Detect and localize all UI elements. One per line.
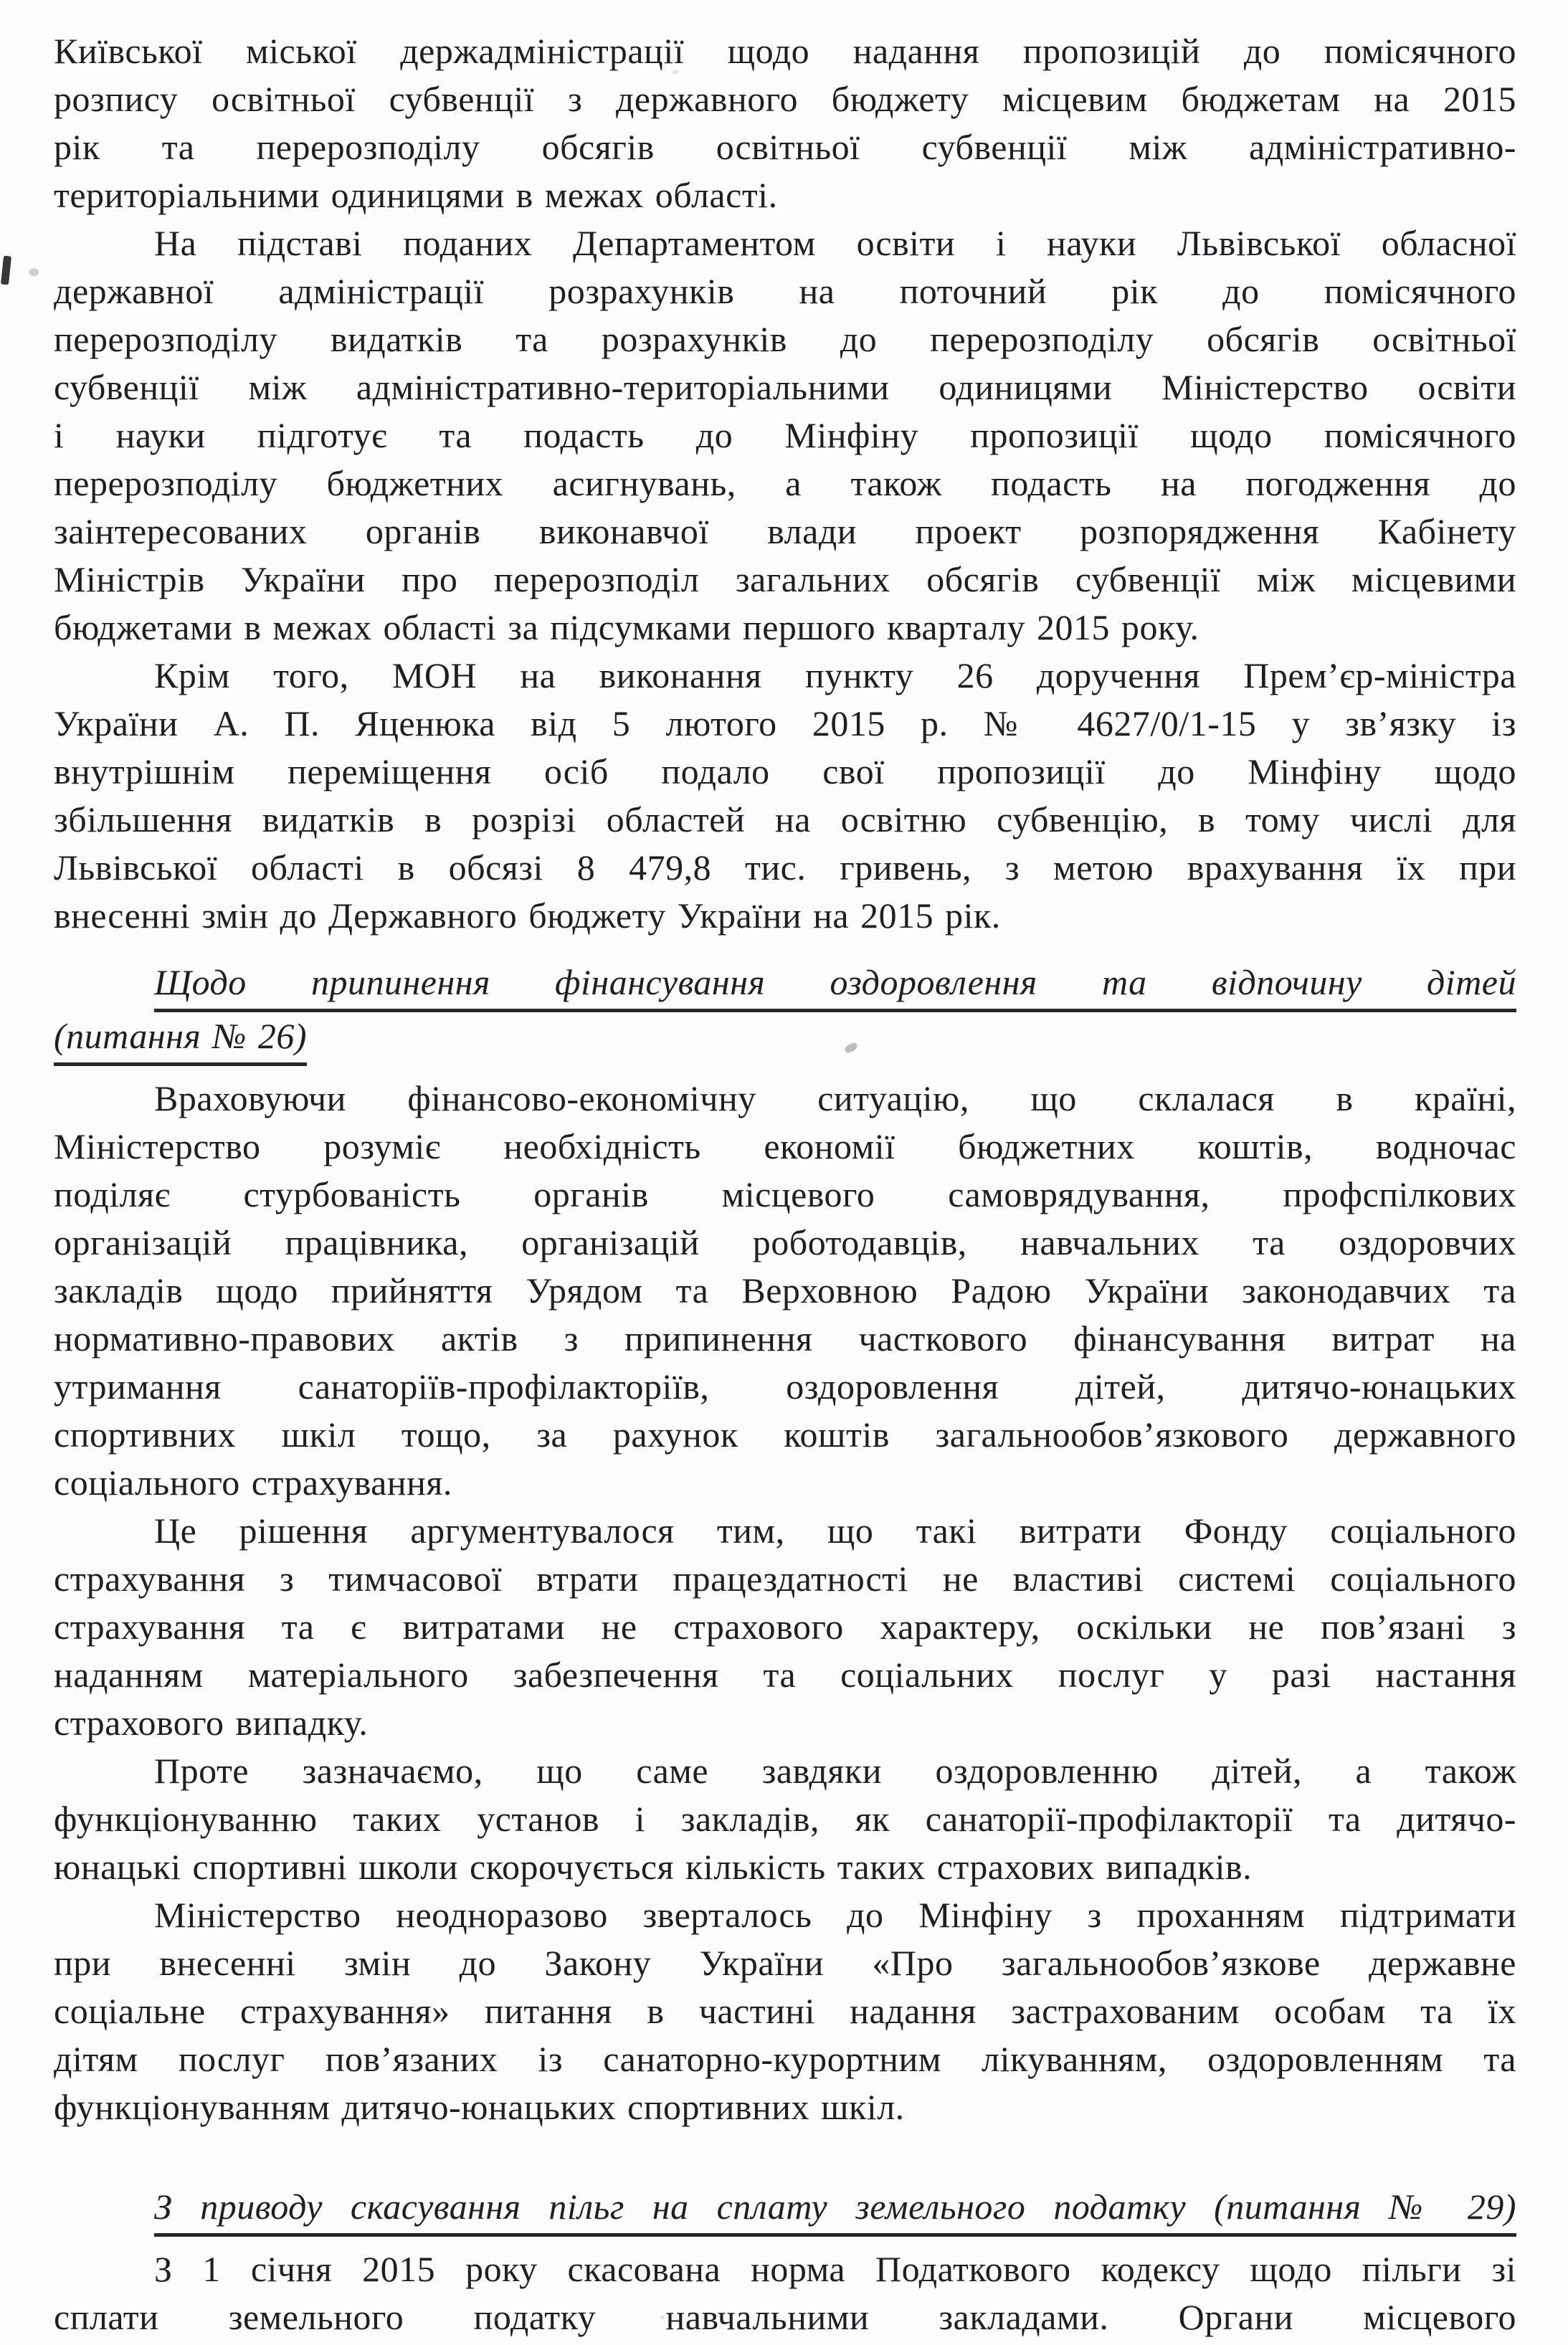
text-line: дітям послуг пов’язаних із санаторно-курортним лікуванням, оздоровленням та	[54, 2039, 1516, 2079]
document-body	[54, 27, 1516, 2341]
text-line: державної адміністрації розрахунків на поточний рік до помісячного	[54, 271, 1516, 311]
paragraph	[54, 2245, 1516, 2341]
text-line: функціонуванням дитячо-юнацьких спортивних шкіл.	[54, 2087, 905, 2127]
text-line: організацій працівника, організацій роботодавців, навчальних та оздоровчих	[54, 1222, 1516, 1262]
scan-artifact-edge-dash	[1, 256, 11, 285]
paragraph	[54, 1075, 1516, 1507]
text-line: страхування з тимчасової втрати працездатності не властиві системі соціального	[54, 1559, 1516, 1599]
text-line: України А. П. Яценюка від 5 лютого 2015 р. № 4627/0/1-15 у зв’язку із	[54, 703, 1516, 743]
text-line: перерозподілу бюджетних асигнувань, а також подасть на погодження до	[54, 463, 1516, 503]
text-line: збільшення видатків в розрізі областей на освітню субвенцію, в тому числі для	[54, 799, 1516, 839]
text-line: Крім того, МОН на виконання пункту 26 доручення Прем’єр-міністра	[154, 655, 1516, 695]
text-line: Львівської області в обсязі 8 479,8 тис. гривень, з метою врахування їх при	[54, 847, 1516, 888]
paragraph	[54, 27, 1516, 219]
paragraph	[54, 652, 1516, 940]
text-line: перерозподілу видатків та розрахунків до перерозподілу обсягів освітньої	[54, 319, 1516, 359]
text-line: соціальне страхування» питання в частині надання застрахованим особам та їх	[54, 1991, 1516, 2031]
text-line: і науки підготує та подасть до Мінфіну пропозиції щодо помісячного	[54, 415, 1516, 455]
text-line: утримання санаторіїв-профілакторіїв, оздоровлення дітей, дитячо-юнацьких	[54, 1366, 1516, 1407]
text-line: Міністерство розуміє необхідність економії бюджетних коштів, водночас	[54, 1126, 1516, 1166]
text-line: при внесенні змін до Закону України «Про загальнообов’язкове державне	[54, 1943, 1516, 1983]
paragraph-gap	[54, 2131, 1516, 2164]
text-line: рік та перерозподілу обсягів освітньої субвенції між адміністративно-	[54, 127, 1516, 167]
text-line: бюджетами в межах області за підсумками першого кварталу 2015 року.	[54, 607, 1199, 647]
text-line: спортивних шкіл тощо, за рахунок коштів загальнообов’язкового державного	[54, 1414, 1516, 1455]
text-line: Міністрів України про перерозподіл загальних обсягів субвенції між місцевими	[54, 559, 1516, 599]
text-line: На підставі поданих Департаментом освіти і науки Львівської обласної	[154, 223, 1516, 263]
text-line: субвенції між адміністративно-територіальними одиницями Міністерство освіти	[54, 367, 1516, 407]
text-line: сплати земельного податку навчальними закладами. Органи місцевого	[54, 2297, 1516, 2337]
text-line: внутрішнім переміщення осіб подало свої пропозиції до Мінфіну щодо	[54, 751, 1516, 791]
text-line: розпису освітньої субвенції з державного бюджету місцевим бюджетам на 2015	[54, 79, 1516, 119]
text-line: З 1 січня 2015 року скасована норма Податкового кодексу щодо пільги зі	[154, 2249, 1516, 2289]
text-line: закладів щодо прийняття Урядом та Верховною Радою України законодавчих та	[54, 1270, 1516, 1311]
heading-line: З приводу скасування пільг на сплату земельного податку (питання № 29)	[154, 2183, 1516, 2237]
section-heading	[54, 2183, 1516, 2237]
underlined-heading-text: (питання № 26)	[54, 1012, 307, 1066]
text-line: страхового випадку.	[54, 1703, 369, 1743]
text-line: внесенні змін до Державного бюджету України на 2015 рік.	[54, 895, 1001, 936]
text-line: Враховуючи фінансово-економічну ситуацію, що склалася в країні,	[154, 1078, 1516, 1118]
text-line: функціонуванню таких установ і закладів, як санаторії-профілакторії та дитячо-	[54, 1799, 1516, 1839]
text-line: соціального страхування.	[54, 1462, 452, 1503]
text-line: територіальними одиницями в межах області.	[54, 175, 778, 215]
paragraph	[54, 219, 1516, 652]
text-line: Київської міської держадміністрації щодо надання пропозицій до помісячного	[54, 31, 1516, 71]
text-line: Міністерство неодноразово зверталось до Мінфіну з проханням підтримати	[154, 1895, 1516, 1935]
scan-artifact-edge-spot	[29, 268, 39, 276]
paragraph	[54, 1747, 1516, 1891]
text-line: заінтересованих органів виконавчої влади проект розпорядження Кабінету	[54, 511, 1516, 551]
section-heading	[54, 959, 1516, 1066]
text-line: страхування та є витратами не страхового характеру, оскільки не пов’язані з	[54, 1607, 1516, 1647]
heading-line	[54, 1012, 1516, 1066]
heading-line: Щодо припинення фінансування оздоровлення та відпочину дітей	[154, 959, 1516, 1012]
paragraph	[54, 1507, 1516, 1747]
text-line: наданням матеріального забезпечення та соціальних послуг у разі настання	[54, 1655, 1516, 1695]
text-line: Це рішення аргументувалося тим, що такі витрати Фонду соціального	[154, 1511, 1516, 1551]
paragraph	[54, 1891, 1516, 2131]
text-line: юнацькі спортивні школи скорочується кількість таких страхових випадків.	[54, 1847, 1253, 1887]
text-line: Проте зазначаємо, що саме завдяки оздоровленню дітей, а також	[154, 1751, 1516, 1791]
text-line: нормативно-правових актів з припинення часткового фінансування витрат на	[54, 1318, 1516, 1359]
text-line: поділяє стурбованість органів місцевого самоврядування, профспілкових	[54, 1174, 1516, 1214]
